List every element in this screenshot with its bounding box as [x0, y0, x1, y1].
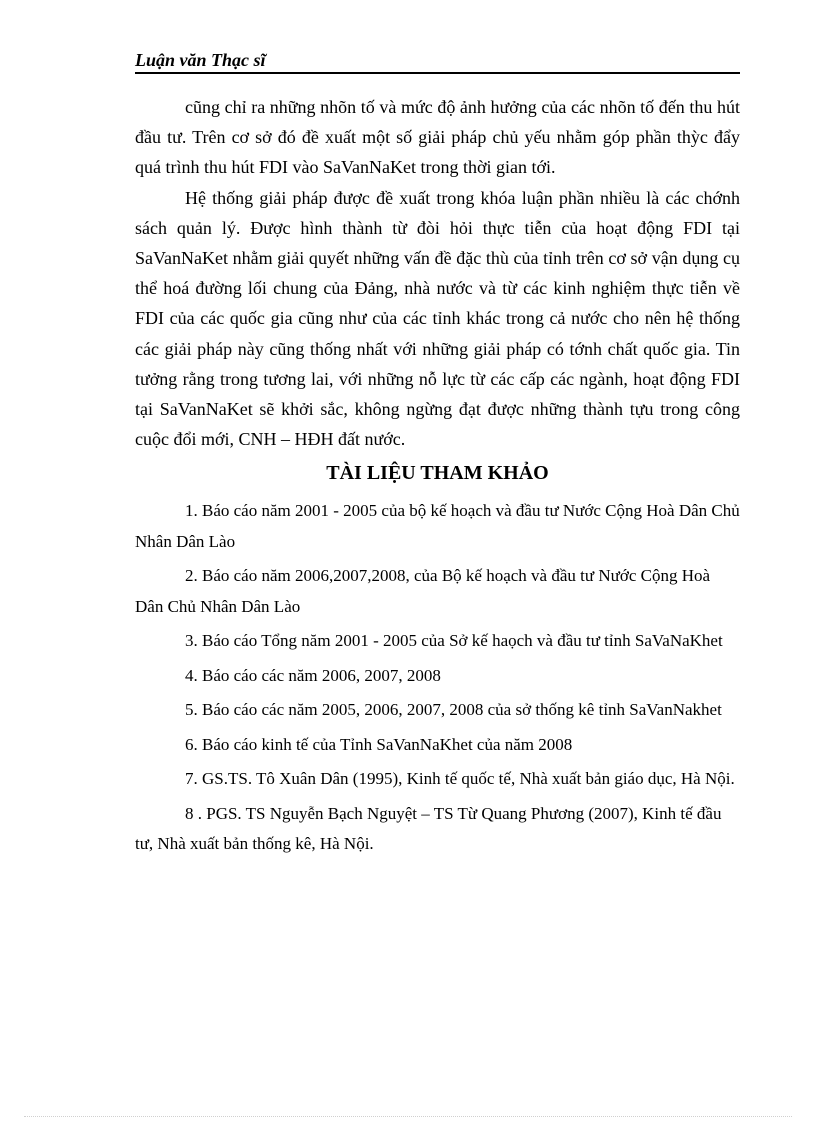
body-paragraph-1: cũng chỉ ra những nhõn tố và mức độ ảnh hưởng của các nhõn tố đến thu hút đầu tư. Trên cơ sở đó đề xuất một số giải pháp chủ yếu nhằm góp phần thỳc đẩy quá trình thu hút FDI vào SaVanNaKet trong thời gian tới.: [135, 97, 740, 178]
reference-item-1: 1. Báo cáo năm 2001 - 2005 của bộ kế hoạch và đầu tư Nước Cộng Hoà Dân Chủ Nhân Dân Lào: [135, 501, 740, 551]
reference-item-3: 3. Báo cáo Tổng năm 2001 - 2005 của Sở kế haọch và đầu tư tỉnh SaVaNaKhet: [185, 631, 723, 651]
reference-item-4: 4. Báo cáo các năm 2006, 2007, 2008: [185, 665, 441, 685]
page-header: [135, 48, 740, 74]
header-title: Luận văn Thạc sĩ: [135, 50, 266, 70]
reference-item-5: 5. Báo cáo các năm 2005, 2006, 2007, 2008 của sở thống kê tỉnh SaVanNakhet: [185, 700, 722, 720]
body-paragraph-2: Hệ thống giải pháp được đề xuất trong khóa luận phần nhiều là các chớnh sách quản lý. Được hình thành từ đòi hỏi thực tiễn của hoạt động FDI tại SaVanNaKet nhằm giải quyết những vấn đề đặc thù của tỉnh trên cơ sở vận dụng cụ thể hoá đường lối chung của Đảng, nhà nước và từ các kinh nghiệm thực tiễn về FDI của các quốc gia cũng như của các tỉnh khác trong cả nước cho nên hệ thống các giải pháp này cũng thống nhất với những giải pháp có tớnh chất quốc gia. Tin tưởng rằng trong tương lai, với những nỗ lực từ các cấp các ngành, hoạt động FDI tại SaVanNaKet sẽ khởi sắc, không ngừng đạt được những thành tựu trong công cuộc đổi mới, CNH – HĐH đất nước.: [135, 187, 740, 450]
reference-item-2: 2. Báo cáo năm 2006,2007,2008, của Bộ kế hoạch và đầu tư Nước Cộng Hoà Dân Chủ Nhân Dân Lào: [135, 566, 711, 616]
references-heading: TÀI LIỆU THAM KHẢO: [326, 462, 549, 485]
reference-item-8: 8 . PGS. TS Nguyễn Bạch Nguyệt – TS Từ Quang Phương (2007), Kinh tế đầu tư, Nhà xuất bản thống kê, Hà Nội.: [135, 803, 722, 854]
document-body: [135, 92, 740, 864]
reference-item-6: 6. Báo cáo kinh tế của Tỉnh SaVanNaKhet của năm 2008: [185, 734, 573, 754]
page-bottom-divider: [24, 1116, 792, 1117]
references-list: [135, 496, 740, 860]
reference-item-7: 7. GS.TS. Tô Xuân Dân (1995), Kinh tế quốc tế, Nhà xuất bản giáo dục, Hà Nội.: [185, 769, 735, 789]
